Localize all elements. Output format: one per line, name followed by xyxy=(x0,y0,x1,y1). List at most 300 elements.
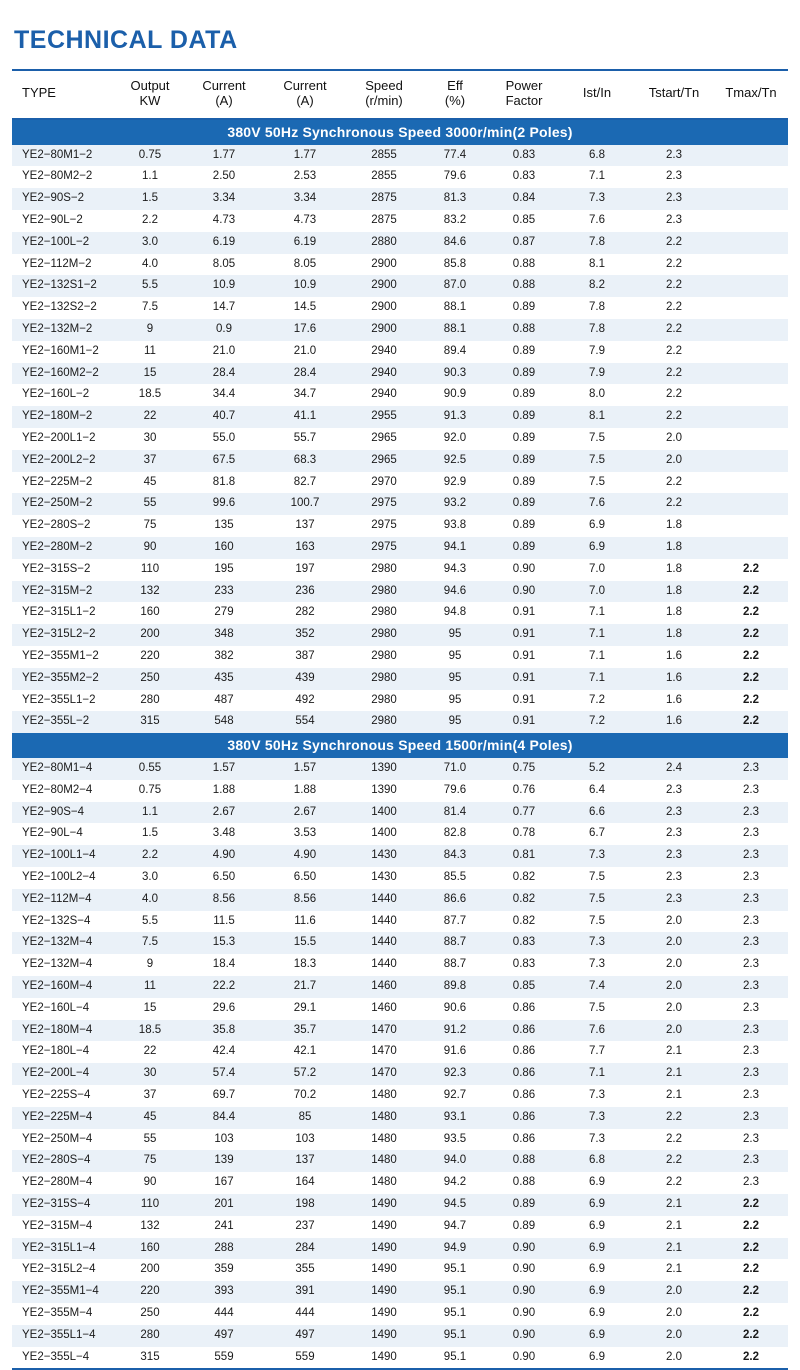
table-cell: 0.88 xyxy=(488,275,560,297)
table-cell: 393 xyxy=(184,1281,264,1303)
table-cell: 0.89 xyxy=(488,341,560,363)
table-cell: 1430 xyxy=(346,867,422,889)
table-cell: YE2−315S−4 xyxy=(12,1194,116,1216)
table-cell: YE2−200L−4 xyxy=(12,1063,116,1085)
table-cell: 0.86 xyxy=(488,1041,560,1063)
table-cell xyxy=(714,210,788,232)
table-cell: 2.3 xyxy=(634,188,714,210)
table-cell: 2.3 xyxy=(634,823,714,845)
table-cell: 7.5 xyxy=(560,428,634,450)
table-cell: YE2−132S−4 xyxy=(12,911,116,933)
table-cell: 2.0 xyxy=(634,954,714,976)
table-cell: YE2−100L−2 xyxy=(12,232,116,254)
table-row xyxy=(12,1041,788,1063)
table-cell: 0.76 xyxy=(488,780,560,802)
table-cell: 6.9 xyxy=(560,1172,634,1194)
table-cell: 2975 xyxy=(346,515,422,537)
table-cell: 0.90 xyxy=(488,1325,560,1347)
table-cell: YE2−132S1−2 xyxy=(12,275,116,297)
table-cell: 1440 xyxy=(346,954,422,976)
table-cell: 7.0 xyxy=(560,581,634,603)
table-row xyxy=(12,911,788,933)
table-cell: 1490 xyxy=(346,1347,422,1369)
table-cell: 91.6 xyxy=(422,1041,488,1063)
table-cell: 2.2 xyxy=(116,845,184,867)
table-cell: 94.2 xyxy=(422,1172,488,1194)
table-cell: YE2−315L1−4 xyxy=(12,1238,116,1260)
table-cell: 2.1 xyxy=(634,1194,714,1216)
table-cell xyxy=(714,188,788,210)
table-cell: 95 xyxy=(422,646,488,668)
table-cell: 7.3 xyxy=(560,1107,634,1129)
table-cell: 2.2 xyxy=(634,363,714,385)
table-cell: 9 xyxy=(116,319,184,341)
table-cell: 7.2 xyxy=(560,690,634,712)
table-cell: YE2−180M−2 xyxy=(12,406,116,428)
table-cell: 3.0 xyxy=(116,867,184,889)
table-cell: 57.2 xyxy=(264,1063,346,1085)
column-header-line: Current xyxy=(202,78,246,93)
table-cell: 94.3 xyxy=(422,559,488,581)
table-cell: 2.2 xyxy=(634,406,714,428)
table-cell: 94.5 xyxy=(422,1194,488,1216)
table-cell: 42.1 xyxy=(264,1041,346,1063)
column-header-line: Eff xyxy=(447,78,463,93)
table-cell: 6.9 xyxy=(560,1281,634,1303)
table-cell: 2.0 xyxy=(634,932,714,954)
table-cell: YE2−315M−2 xyxy=(12,581,116,603)
table-cell: 0.91 xyxy=(488,646,560,668)
table-cell: 6.9 xyxy=(560,1216,634,1238)
table-cell: 2980 xyxy=(346,624,422,646)
table-cell: YE2−315M−4 xyxy=(12,1216,116,1238)
table-cell: 90.6 xyxy=(422,998,488,1020)
table-cell: YE2−225S−4 xyxy=(12,1085,116,1107)
table-cell: 18.5 xyxy=(116,1020,184,1042)
table-cell: 95.1 xyxy=(422,1325,488,1347)
table-row xyxy=(12,1216,788,1238)
table-row xyxy=(12,690,788,712)
table-cell: 79.6 xyxy=(422,780,488,802)
table-cell: 85 xyxy=(264,1107,346,1129)
table-cell: 284 xyxy=(264,1238,346,1260)
table-cell: 22.2 xyxy=(184,976,264,998)
table-cell: 6.9 xyxy=(560,1238,634,1260)
table-cell: 6.9 xyxy=(560,537,634,559)
table-cell xyxy=(714,472,788,494)
column-header-line: Tstart/Tn xyxy=(648,85,700,101)
table-row xyxy=(12,998,788,1020)
table-cell: 7.8 xyxy=(560,232,634,254)
table-cell: 6.9 xyxy=(560,1347,634,1369)
table-cell: 0.86 xyxy=(488,1085,560,1107)
table-row xyxy=(12,428,788,450)
table-cell: 0.90 xyxy=(488,559,560,581)
table-cell: 0.84 xyxy=(488,188,560,210)
table-cell: 30 xyxy=(116,428,184,450)
table-cell: 435 xyxy=(184,668,264,690)
table-cell: YE2−100L1−4 xyxy=(12,845,116,867)
table-cell: 22 xyxy=(116,1041,184,1063)
table-cell: 7.1 xyxy=(560,166,634,188)
table-cell: 2.2 xyxy=(714,1347,788,1369)
table-cell: 28.4 xyxy=(264,363,346,385)
table-cell: 69.7 xyxy=(184,1085,264,1107)
table-cell: 6.9 xyxy=(560,1194,634,1216)
table-cell: 250 xyxy=(116,668,184,690)
table-cell: YE2−355M1−4 xyxy=(12,1281,116,1303)
table-cell: 8.56 xyxy=(184,889,264,911)
table-cell: 2.3 xyxy=(714,1150,788,1172)
table-cell: 7.5 xyxy=(560,867,634,889)
table-cell: 5.2 xyxy=(560,758,634,780)
table-cell: 200 xyxy=(116,624,184,646)
table-cell: 2.2 xyxy=(714,1259,788,1281)
table-cell: 1460 xyxy=(346,976,422,998)
table-cell: 2.2 xyxy=(634,275,714,297)
table-cell: 75 xyxy=(116,515,184,537)
table-cell: 197 xyxy=(264,559,346,581)
table-cell: 22 xyxy=(116,406,184,428)
table-cell: YE2−132M−4 xyxy=(12,954,116,976)
table-cell: 2900 xyxy=(346,275,422,297)
table-cell: 89.4 xyxy=(422,341,488,363)
table-cell: YE2−355L1−4 xyxy=(12,1325,116,1347)
table-cell: 110 xyxy=(116,559,184,581)
table-cell: 35.7 xyxy=(264,1020,346,1042)
table-cell: 14.5 xyxy=(264,297,346,319)
table-cell: 0.55 xyxy=(116,758,184,780)
table-cell: YE2−355M−4 xyxy=(12,1303,116,1325)
table-row xyxy=(12,668,788,690)
table-cell: 2.1 xyxy=(634,1238,714,1260)
table-cell: 1480 xyxy=(346,1172,422,1194)
table-cell: 45 xyxy=(116,1107,184,1129)
table-cell: 160 xyxy=(184,537,264,559)
table-cell: 40.7 xyxy=(184,406,264,428)
table-row xyxy=(12,889,788,911)
table-cell: 1.57 xyxy=(184,758,264,780)
table-cell: 90 xyxy=(116,1172,184,1194)
table-cell xyxy=(714,384,788,406)
table-cell xyxy=(714,341,788,363)
table-cell: 7.1 xyxy=(560,646,634,668)
table-cell: 34.4 xyxy=(184,384,264,406)
table-cell: 2.2 xyxy=(714,646,788,668)
table-cell xyxy=(714,493,788,515)
table-cell: 0.77 xyxy=(488,802,560,824)
table-cell: 2.2 xyxy=(714,668,788,690)
table-cell: 0.89 xyxy=(488,515,560,537)
table-cell: 90 xyxy=(116,537,184,559)
table-cell: 2.0 xyxy=(634,1020,714,1042)
table-cell: 4.0 xyxy=(116,254,184,276)
table-cell: 2900 xyxy=(346,297,422,319)
table-row xyxy=(12,297,788,319)
table-cell: 2.0 xyxy=(634,1281,714,1303)
table-cell: 2.0 xyxy=(634,1347,714,1369)
table-cell: 0.85 xyxy=(488,210,560,232)
table-cell: 198 xyxy=(264,1194,346,1216)
column-header-6 xyxy=(488,70,560,119)
table-cell: 195 xyxy=(184,559,264,581)
table-cell: 0.89 xyxy=(488,428,560,450)
table-cell: 6.9 xyxy=(560,1259,634,1281)
table-cell: 220 xyxy=(116,1281,184,1303)
table-row xyxy=(12,1238,788,1260)
table-cell: 95 xyxy=(422,624,488,646)
table-cell: 85.8 xyxy=(422,254,488,276)
table-cell: YE2−80M1−2 xyxy=(12,145,116,167)
table-cell: 132 xyxy=(116,1216,184,1238)
table-cell: 88.7 xyxy=(422,954,488,976)
table-row xyxy=(12,493,788,515)
table-cell: 139 xyxy=(184,1150,264,1172)
table-cell: 0.90 xyxy=(488,581,560,603)
table-cell: 18.3 xyxy=(264,954,346,976)
table-cell: 279 xyxy=(184,602,264,624)
table-cell: 2880 xyxy=(346,232,422,254)
table-row xyxy=(12,341,788,363)
table-cell: 1.8 xyxy=(634,602,714,624)
table-cell: 37 xyxy=(116,450,184,472)
table-cell: 81.4 xyxy=(422,802,488,824)
table-cell: 2.0 xyxy=(634,1325,714,1347)
table-cell: 28.4 xyxy=(184,363,264,385)
section-heading: 380V 50Hz Synchronous Speed 1500r/min(4 Poles) xyxy=(12,733,788,758)
table-cell: 2.2 xyxy=(634,254,714,276)
table-cell: 2980 xyxy=(346,646,422,668)
table-cell: 1.6 xyxy=(634,668,714,690)
table-row xyxy=(12,1347,788,1369)
section-header-row xyxy=(12,733,788,758)
table-row xyxy=(12,932,788,954)
table-cell: 6.19 xyxy=(264,232,346,254)
table-cell: 3.48 xyxy=(184,823,264,845)
table-row xyxy=(12,537,788,559)
table-cell: 0.86 xyxy=(488,1107,560,1129)
table-cell xyxy=(714,319,788,341)
table-cell: 10.9 xyxy=(184,275,264,297)
table-cell: 93.8 xyxy=(422,515,488,537)
table-cell: 2.53 xyxy=(264,166,346,188)
table-cell: 2.3 xyxy=(634,210,714,232)
table-cell: 0.89 xyxy=(488,363,560,385)
table-cell: 2875 xyxy=(346,188,422,210)
table-cell: 2.3 xyxy=(714,780,788,802)
table-cell: YE2−112M−4 xyxy=(12,889,116,911)
table-cell: 85.5 xyxy=(422,867,488,889)
table-cell: 201 xyxy=(184,1194,264,1216)
table-cell: YE2−160M1−2 xyxy=(12,341,116,363)
table-cell: 2.2 xyxy=(634,319,714,341)
table-cell: 0.86 xyxy=(488,1063,560,1085)
table-cell: 90.3 xyxy=(422,363,488,385)
table-cell: 1.88 xyxy=(264,780,346,802)
table-cell: 2.3 xyxy=(634,166,714,188)
table-cell: 18.4 xyxy=(184,954,264,976)
table-cell: 2.3 xyxy=(714,1063,788,1085)
table-cell: 0.86 xyxy=(488,1129,560,1151)
table-cell: 7.9 xyxy=(560,341,634,363)
table-cell: 55 xyxy=(116,1129,184,1151)
table-cell: 7.8 xyxy=(560,297,634,319)
table-cell: 0.88 xyxy=(488,1172,560,1194)
table-cell: 280 xyxy=(116,690,184,712)
table-cell: 315 xyxy=(116,711,184,733)
column-header-line: Factor xyxy=(505,92,543,108)
table-row xyxy=(12,275,788,297)
table-cell: 2.67 xyxy=(264,802,346,824)
table-row xyxy=(12,823,788,845)
table-cell: 0.78 xyxy=(488,823,560,845)
table-cell: 5.5 xyxy=(116,275,184,297)
table-cell: 6.50 xyxy=(184,867,264,889)
table-cell: 1490 xyxy=(346,1281,422,1303)
table-cell: 2875 xyxy=(346,210,422,232)
table-cell: 0.89 xyxy=(488,450,560,472)
table-cell: 2970 xyxy=(346,472,422,494)
table-cell: 88.1 xyxy=(422,319,488,341)
table-cell: 7.3 xyxy=(560,932,634,954)
table-cell: 0.81 xyxy=(488,845,560,867)
table-cell: 82.7 xyxy=(264,472,346,494)
table-cell: 3.34 xyxy=(264,188,346,210)
table-cell: 497 xyxy=(264,1325,346,1347)
table-cell: 2975 xyxy=(346,537,422,559)
table-row xyxy=(12,450,788,472)
table-cell: 95 xyxy=(422,668,488,690)
table-cell: 7.5 xyxy=(116,297,184,319)
table-cell: 29.6 xyxy=(184,998,264,1020)
table-cell: YE2−132M−4 xyxy=(12,932,116,954)
table-cell xyxy=(714,363,788,385)
table-cell: YE2−355M2−2 xyxy=(12,668,116,690)
table-cell: 5.5 xyxy=(116,911,184,933)
table-cell: 250 xyxy=(116,1303,184,1325)
table-cell: 359 xyxy=(184,1259,264,1281)
table-cell: 6.19 xyxy=(184,232,264,254)
column-header-line: (A) xyxy=(215,92,233,108)
table-cell: 82.8 xyxy=(422,823,488,845)
table-cell: 6.4 xyxy=(560,780,634,802)
table-cell: 6.8 xyxy=(560,145,634,167)
table-cell: 559 xyxy=(264,1347,346,1369)
table-cell: YE2−200L2−2 xyxy=(12,450,116,472)
table-cell: 2900 xyxy=(346,319,422,341)
table-cell: YE2−355L−2 xyxy=(12,711,116,733)
table-cell: 2.2 xyxy=(634,1129,714,1151)
column-header-1 xyxy=(116,70,184,119)
table-cell: 99.6 xyxy=(184,493,264,515)
table-cell: 554 xyxy=(264,711,346,733)
table-cell: 7.8 xyxy=(560,319,634,341)
table-cell: 2.1 xyxy=(634,1259,714,1281)
table-row xyxy=(12,363,788,385)
table-cell: 7.1 xyxy=(560,602,634,624)
table-cell: 1.6 xyxy=(634,690,714,712)
table-cell: 1.5 xyxy=(116,188,184,210)
table-cell: 2980 xyxy=(346,690,422,712)
table-cell: 17.6 xyxy=(264,319,346,341)
table-cell: 34.7 xyxy=(264,384,346,406)
table-cell: 8.1 xyxy=(560,254,634,276)
table-cell: 1480 xyxy=(346,1150,422,1172)
table-cell: 288 xyxy=(184,1238,264,1260)
table-cell: 1.8 xyxy=(634,581,714,603)
table-cell: 2940 xyxy=(346,363,422,385)
table-cell: 2980 xyxy=(346,711,422,733)
table-cell: 7.6 xyxy=(560,1020,634,1042)
table-cell: 1480 xyxy=(346,1107,422,1129)
table-cell: 88.7 xyxy=(422,932,488,954)
table-cell: 0.90 xyxy=(488,1238,560,1260)
table-cell: 95 xyxy=(422,711,488,733)
table-cell: 8.56 xyxy=(264,889,346,911)
table-cell: 11.6 xyxy=(264,911,346,933)
table-cell: 30 xyxy=(116,1063,184,1085)
table-cell: 1440 xyxy=(346,911,422,933)
table-cell: 2.2 xyxy=(634,341,714,363)
table-row xyxy=(12,646,788,668)
table-cell: 9 xyxy=(116,954,184,976)
table-cell: 15 xyxy=(116,998,184,1020)
table-cell: 7.6 xyxy=(560,493,634,515)
table-cell: 7.5 xyxy=(560,911,634,933)
column-header-4 xyxy=(346,70,422,119)
table-cell: 87.0 xyxy=(422,275,488,297)
column-header-line: Output xyxy=(130,78,170,93)
table-cell: 6.9 xyxy=(560,515,634,537)
table-cell: 2.2 xyxy=(714,1281,788,1303)
table-cell: 559 xyxy=(184,1347,264,1369)
table-cell: 2.2 xyxy=(634,1150,714,1172)
table-cell: 93.1 xyxy=(422,1107,488,1129)
table-cell: 1.8 xyxy=(634,559,714,581)
table-cell: 57.4 xyxy=(184,1063,264,1085)
table-cell: 137 xyxy=(264,1150,346,1172)
table-cell: 0.90 xyxy=(488,1303,560,1325)
table-row xyxy=(12,406,788,428)
table-cell: 7.5 xyxy=(560,998,634,1020)
table-cell: 0.83 xyxy=(488,145,560,167)
table-cell: 2940 xyxy=(346,384,422,406)
table-cell: 0.91 xyxy=(488,690,560,712)
table-cell: 2.2 xyxy=(714,1216,788,1238)
table-cell: 103 xyxy=(184,1129,264,1151)
table-row xyxy=(12,472,788,494)
table-cell: 0.9 xyxy=(184,319,264,341)
table-cell: YE2−315S−2 xyxy=(12,559,116,581)
table-cell: 0.89 xyxy=(488,472,560,494)
table-cell: 45 xyxy=(116,472,184,494)
table-cell: 0.91 xyxy=(488,711,560,733)
table-row xyxy=(12,254,788,276)
table-cell: 81.8 xyxy=(184,472,264,494)
table-row xyxy=(12,1259,788,1281)
table-cell: YE2−280S−2 xyxy=(12,515,116,537)
table-cell: 3.0 xyxy=(116,232,184,254)
table-cell: 2.3 xyxy=(714,1172,788,1194)
table-cell: 93.2 xyxy=(422,493,488,515)
table-header-row xyxy=(12,70,788,119)
table-cell: 352 xyxy=(264,624,346,646)
table-cell: 7.3 xyxy=(560,845,634,867)
table-cell: 91.3 xyxy=(422,406,488,428)
table-row xyxy=(12,210,788,232)
table-cell: 2.3 xyxy=(714,802,788,824)
table-cell: 2.3 xyxy=(634,845,714,867)
